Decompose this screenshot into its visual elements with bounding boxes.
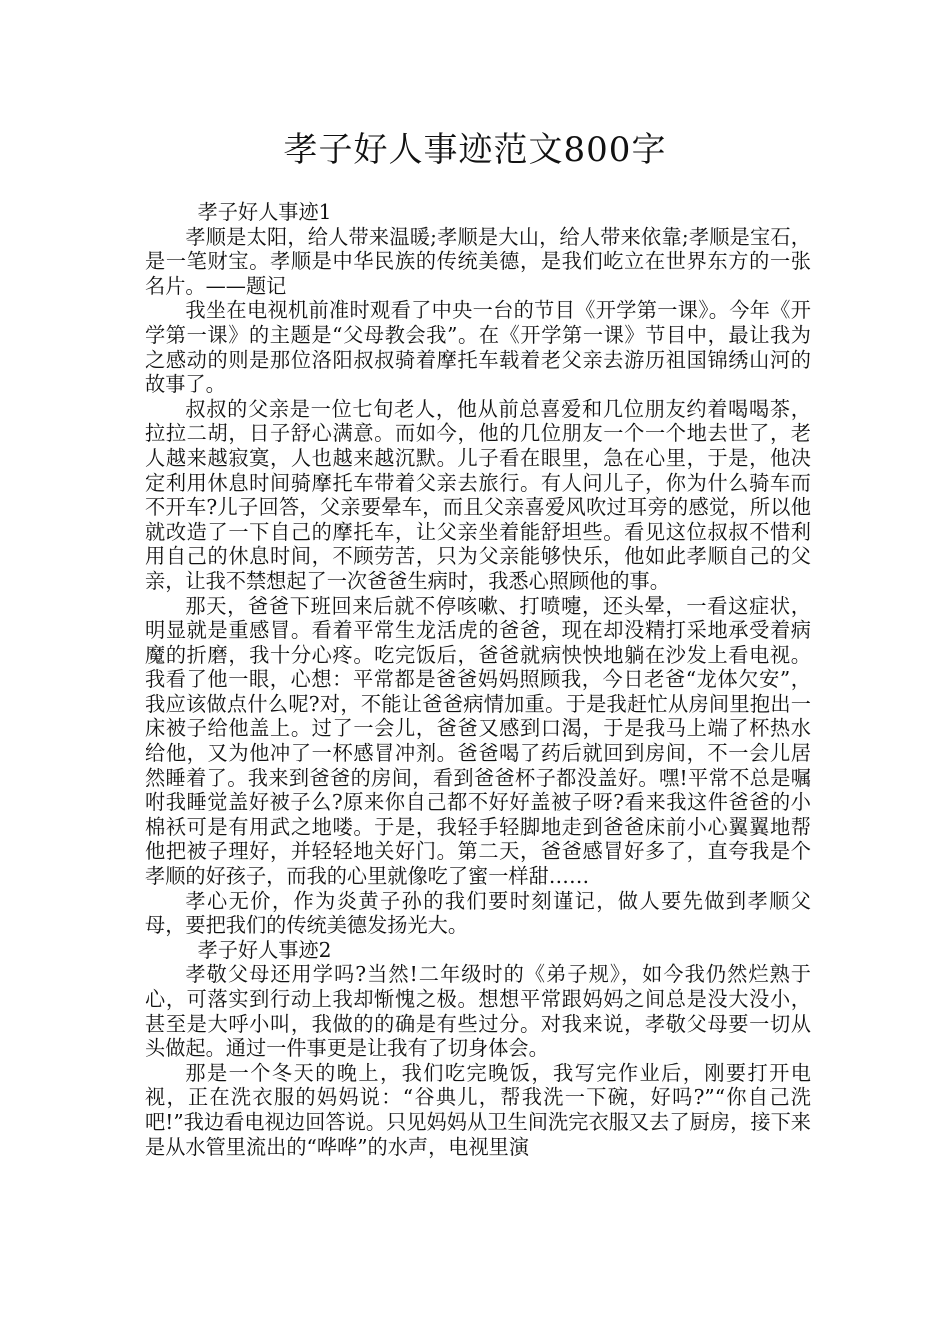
paragraph: 我坐在电视机前准时观看了中央一台的节目《开学第一课》。今年《开学第一课》的主题是“父母教会我”。在《开学第一课》节目中，最让我为之感动的则是那位洛阳叔叔骑着摩托车载着老父亲去游历祖国锦绣山河的故事了。 [145,298,811,397]
paragraph: 叔叔的父亲是一位七旬老人，他从前总喜爱和几位朋友约着喝喝茶，拉拉二胡，日子舒心满意。而如今，他的几位朋友一个一个地去世了，老人越来越寂寞，人也越来越沉默。儿子看在眼里，急在心里，于是，他决定利用休息时间骑摩托车带着父亲去旅行。有人问儿子，你为什么骑车而不开车?儿子回答，父亲要晕车，而且父亲喜爱风吹过耳旁的感觉，所以他就改造了一下自己的摩托车，让父亲坐着能舒坦些。看见这位叔叔不惜利用自己的休息时间，不顾劳苦，只为父亲能够快乐，他如此孝顺自己的父亲，让我不禁想起了一次爸爸生病时，我悉心照顾他的事。 [145,396,811,593]
section-heading: 孝子好人事迹2 [197,937,332,962]
section-heading: 孝子好人事迹1 [197,200,332,224]
paragraph: 孝敬父母还用学吗?当然!二年级时的《弟子规》，如今我仍然烂熟于心，可落实到行动上我却惭愧之极。想想平常跟妈妈之间总是没大没小，甚至是大呼小叫，我做的的确是有些过分。对我来说，孝敬父母要一切从头做起。通过一件事更是让我有了切身体会。 [145,962,811,1061]
paragraph: 孝顺是太阳，给人带来温暖;孝顺是大山，给人带来依靠;孝顺是宝石，是一笔财宝。孝顺是中华民族的传统美德，是我们屹立在世界东方的一张名片。——题记 [145,224,811,298]
document-title: 孝子好人事迹范文800字 [283,130,667,170]
paragraph: 孝心无价，作为炎黄子孙的我们要时刻谨记，做人要先做到孝顺父母，要把我们的传统美德发扬光大。 [145,888,811,938]
paragraph: 那天，爸爸下班回来后就不停咳嗽、打喷嚏，还头晕，一看这症状，明显就是重感冒。看着平常生龙活虎的爸爸，现在却没精打采地承受着病魔的折磨，我十分心疼。吃完饭后，爸爸就病怏怏地躺在沙发上看电视。我看了他一眼，心想：平常都是爸爸妈妈照顾我，今日老爸“龙体欠安”，我应该做点什么呢?对，不能让爸爸病情加重。于是我赶忙从房间里抱出一床被子给他盖上。过了一会儿，爸爸又感到口渴，于是我马上端了杯热水给他，又为他冲了一杯感冒冲剂。爸爸喝了药后就回到房间，不一会儿居然睡着了。我来到爸爸的房间，看到爸爸杯子都没盖好。嘿!平常不总是嘱咐我睡觉盖好被子么?原来你自己都不好好盖被子呀?看来我这件爸爸的小棉袄可是有用武之地喽。于是，我轻手轻脚地走到爸爸床前小心翼翼地帮他把被子理好，并轻轻地关好门。第二天，爸爸感冒好多了，直夸我是个孝顺的好孩子，而我的心里就像吃了蜜一样甜…… [145,593,811,889]
paragraph: 那是一个冬天的晚上，我们吃完晚饭，我写完作业后，刚要打开电视，正在洗衣服的妈妈说：“谷典儿，帮我洗一下碗，好吗?”“你自己洗吧!”我边看电视边回答说。只见妈妈从卫生间洗完衣服又去了厨房，接下来是从水管里流出的“哗哗”的水声，电视里演 [145,1060,811,1159]
document-body [145,200,811,1159]
